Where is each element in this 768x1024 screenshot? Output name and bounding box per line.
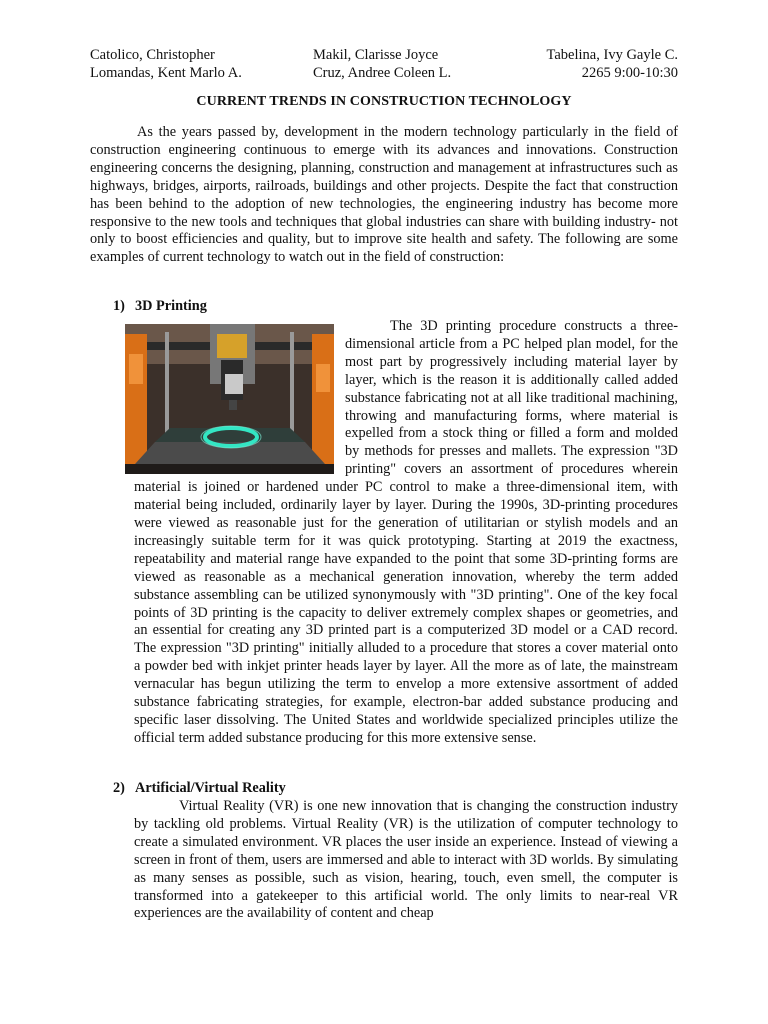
section-number: 1) <box>113 298 125 314</box>
author-name: Cruz, Andree Coleen L. <box>313 65 452 81</box>
author-name: Lomandas, Kent Marlo A. <box>90 65 242 81</box>
section-number: 2) <box>113 780 125 796</box>
section-3d-printing-body <box>134 318 678 748</box>
author-name: Makil, Clarisse Joyce <box>313 47 439 63</box>
section-paragraph: Virtual Reality (VR) is one new innovation that is changing the construction industry by tackling old problems. Virtual Reality (VR) is the utilization of computer technology to create a simulated environment. VR places the user inside an experience. Instead of viewing a screen in front of them, users are immersed and able to interact with 3D worlds. By simulating as many senses as possible, such as vision, hearing, touch, even smell, the computer is transformed into a gatekeeper to this artificial world. The only limits to near-real VR experiences are the availability of content and cheap <box>134 798 678 922</box>
document-title: CURRENT TRENDS IN CONSTRUCTION TECHNOLOGY <box>196 94 572 109</box>
3d-printer-photo <box>125 324 334 474</box>
author-column-middle <box>313 46 451 82</box>
intro-paragraph: As the years passed by, development in the modern technology particularly in the field of construction engineering continuous to emerge with its advances and innovations. Construction engineering concerns the designing, planning, construction and management at infrastructures such as highways, bridges, airports, railroads, buildings and other projects. Despite the fact that construction has been behind to the adoption of new technologies, the engineering industry has become more responsive to the new tools and techniques that global industries can share with building industry- not only to boost efficiencies and quality, but to improve site health and safety. The following are some examples of current technology to watch out in the field of construction: <box>90 124 678 266</box>
section-heading-virtual-reality <box>113 780 286 797</box>
3d-printer-illustration <box>125 324 334 474</box>
class-schedule: 2265 9:00-10:30 <box>581 65 678 81</box>
author-name: Tabelina, Ivy Gayle C. <box>546 47 678 63</box>
author-column-left <box>90 46 242 82</box>
author-column-right <box>547 46 678 82</box>
section-heading-3d-printing <box>113 298 207 315</box>
author-name: Catolico, Christopher <box>90 47 215 63</box>
section-title: Artificial/Virtual Reality <box>135 780 286 796</box>
section-paragraph: The 3D printing procedure constructs a three-dimensional article from a PC helped plan model, for the most part by progressively including material layer by layer, which is the reason it is additionally called added substance fabricating not at all like traditional machining, throwing and manufacturing forms, where material is expelled from a stock thing or filled a form and molded by methods for presses and mallets. The expression "3D printing" covers an assortment of procedures wherein material is joined or hardened under PC control to make a three-dimensional item, with material being included, ordinarily layer by layer. During the 1990s, 3D-printing procedures were viewed as reasonable just for the generation of utilitarian or stylish models and an increasingly suitable term for it was quick prototyping. Starting at 2019 the exactness, repeatability and material range have expanded to the point that some 3D-printing forms are viewed as reasonable as a mechanical generation innovation, whereby the term added substance assembling can be utilized synonymously with "3D printing". One of the key focal points of 3D printing is the capacity to deliver extremely complex shapes or geometries, and an essential for creating any 3D printed part is a computerized 3D model or a CAD record. The expression "3D printing" initially alluded to a procedure that stores a cover material onto a powder bed with inkjet printer heads layer by layer. All the more as of late, the mainstream vernacular has begun utilizing the term to envelop a more extensive assortment of added substance fabricating strategies, for example, electron-bar added substance producing and specific laser dissolving. The United States and worldwide specialized principles utilize the official term added substance producing for this more extensive sense. <box>134 318 678 746</box>
section-title: 3D Printing <box>135 298 207 314</box>
